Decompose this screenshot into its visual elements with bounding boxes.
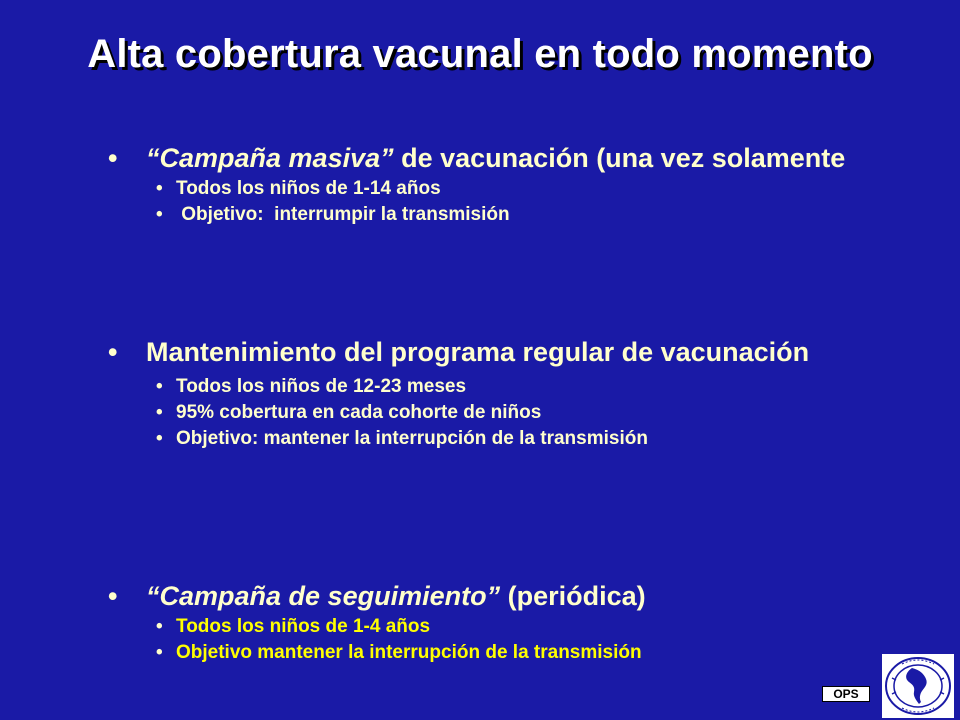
section-mantenimiento xyxy=(108,334,868,452)
item-text: Objetivo: interrumpir la transmisión xyxy=(176,204,510,225)
paho-logo-icon xyxy=(882,654,954,718)
item-text: Todos los niños de 1-4 años xyxy=(176,616,431,637)
heading-rest: de vacunación (una vez solamente xyxy=(393,143,846,173)
bullet-icon: • xyxy=(156,178,163,199)
heading-italic: “Campaña masiva” xyxy=(146,143,394,173)
heading-rest: Mantenimiento del programa regular de vacunación xyxy=(146,337,810,367)
list-item xyxy=(108,426,696,452)
bullet-icon: • xyxy=(156,428,163,449)
bullet-icon: • xyxy=(156,642,163,663)
bullet-icon: • xyxy=(156,616,163,637)
item-text: Objetivo mantener la interrupción de la transmisión xyxy=(176,642,642,663)
section-heading xyxy=(108,140,868,176)
section-heading xyxy=(108,578,868,614)
heading-rest: (periódica) xyxy=(500,581,646,611)
item-text: Todos los niños de 1-14 años xyxy=(176,178,441,199)
list-item xyxy=(108,614,868,640)
item-text: Objetivo: mantener la interrupción de la transmisión xyxy=(176,428,648,449)
list-item xyxy=(108,176,868,202)
list-item xyxy=(108,374,868,400)
bullet-icon: • xyxy=(156,376,163,397)
slide-title: Alta cobertura vacunal en todo momento xyxy=(87,32,873,76)
list-item xyxy=(108,400,868,426)
bullet-icon: • xyxy=(156,204,163,225)
item-text: Todos los niños de 12-23 meses xyxy=(176,376,467,397)
section-heading xyxy=(108,334,868,370)
bullet-icon: • xyxy=(108,143,118,173)
section-campana-seguimiento xyxy=(108,578,868,666)
bullet-icon: • xyxy=(108,581,118,611)
heading-italic: “Campaña de seguimiento” xyxy=(146,581,501,611)
section-campana-masiva xyxy=(108,140,868,228)
item-text: 95% cobertura en cada cohorte de niños xyxy=(176,402,542,423)
list-item xyxy=(108,640,868,666)
bullet-icon: • xyxy=(108,337,118,367)
list-item xyxy=(108,202,868,228)
bullet-icon: • xyxy=(156,402,163,423)
ops-badge: OPS xyxy=(822,686,870,702)
